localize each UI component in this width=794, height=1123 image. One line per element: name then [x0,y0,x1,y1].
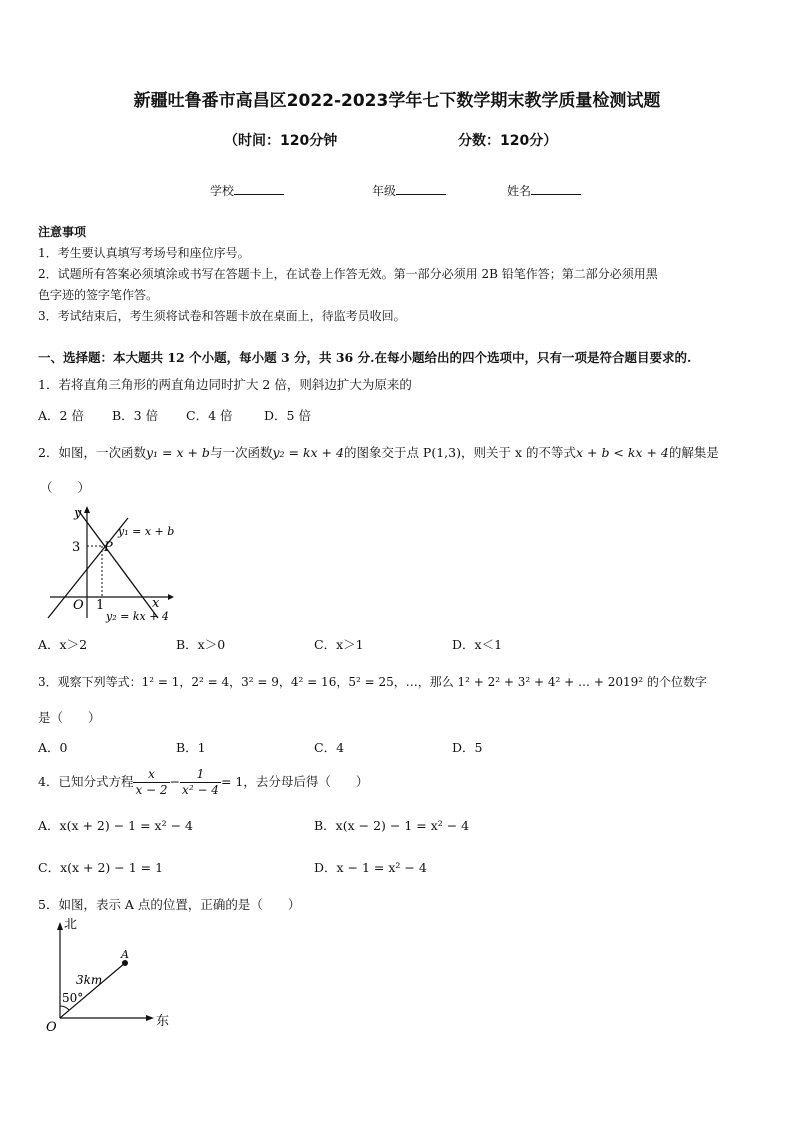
point-p-label: P [104,540,113,555]
question-3-stem-cont: 是（ ） [38,710,101,725]
line-y2-label: y₂ = kx + 4 [106,610,169,623]
q4-frac1-num: x [133,767,169,783]
q4-option-d[interactable]: D．x − 1 = x² − 4 [314,860,427,875]
q2-stem-a: 2．如图，一次函数 [38,445,146,460]
notice-heading: 注意事项 [38,225,87,239]
notice-item: 2．试题所有答案必须填涂或书写在答题卡上，在试卷上作答无效。第一部分必须用 2B 铅笔作答；第二部分必须用黑 [38,267,658,281]
question-5-stem: 5．如图，表示 A 点的位置，正确的是（ ） [38,897,301,912]
q4-frac2-num: 1 [180,767,221,783]
grade-label: 年级 [372,184,397,198]
q5-figure [40,918,180,1043]
notice-item: 色字迹的签字笔作答。 [38,288,159,302]
q4-fraction-1 [133,767,169,798]
q4-stem-a: 4．已知分式方程 [38,774,134,789]
line-y1-label: y₁ = x + b [118,525,175,538]
q2-option-d[interactable]: D．x＜1 [452,637,503,652]
origin-label: O [73,598,84,613]
angle-label: 50° [62,991,84,1005]
q2-stem-c: 的图象交于点 P(1,3)，则关于 x 的不等式 [343,445,576,460]
tick-x-label: 1 [96,598,105,613]
q2-paren: （ ） [40,480,91,495]
notice-item: 3．考试结束后，考生须将试卷和答题卡放在桌面上，待监考员收回。 [38,309,406,323]
q3-option-a[interactable]: A．0 [38,740,68,755]
q4-option-b[interactable]: B．x(x − 2) − 1 = x² − 4 [314,818,470,833]
question-1-stem: 1．若将直角三角形的两直角边同时扩大 2 倍，则斜边扩大为原来的 [38,377,412,392]
question-2-stem [38,443,719,461]
q2-stem-d: 的解集是 [668,445,719,460]
q2-option-a[interactable]: A．x＞2 [38,637,88,652]
y-axis-arrow [84,506,90,513]
point-a-label: A [121,948,129,961]
exam-time: （时间：120分钟 [224,133,338,149]
angle-arc [60,1006,69,1010]
q2-eq2: y₂ = kx + 4 [272,445,344,460]
name-label: 姓名 [507,184,532,198]
north-label: 北 [64,918,78,932]
q2-option-c[interactable]: C．x＞1 [314,637,364,652]
q2-figure [40,500,200,625]
grade-field [372,182,446,199]
q1-option-d[interactable]: D．5 倍 [264,408,311,423]
section-heading: 一、选择题：本大题共 12 个小题，每小题 3 分，共 36 分.在每小题给出的四个选项中，只有一项是符合题目要求的. [38,350,692,365]
q1-option-b[interactable]: B．3 倍 [112,408,159,423]
x-axis-label: x [152,596,160,611]
name-field [507,182,581,199]
school-field [210,182,284,199]
name-blank[interactable] [531,182,581,195]
school-blank[interactable] [234,182,284,195]
question-3-stem: 3．观察下列等式：1² = 1，2² = 4，3² = 9，4² = 16，5² = 25，…，那么 1² + 2² + 3² + 4² + … + 2019² 的个位数字 [38,675,707,689]
exam-score: 分数：120分） [458,133,558,149]
question-4-stem [38,764,368,800]
q2-option-b[interactable]: B．x＞0 [176,637,226,652]
school-label: 学校 [210,184,235,198]
line-y1 [48,518,128,618]
grade-blank[interactable] [396,182,446,195]
tick-y-label: 3 [72,540,81,555]
q4-fraction-2 [180,767,221,798]
origin-label: O [46,1020,57,1035]
east-label: 东 [156,1014,170,1029]
east-arrow [146,1015,154,1021]
q3-option-c[interactable]: C．4 [314,740,345,755]
q4-stem-b: = 1，去分母后得（ ） [220,774,369,789]
q2-eq1: y₁ = x + b [145,445,210,460]
notice-item: 1．考生要认真填写考场号和座位序号。 [38,246,250,260]
q1-option-c[interactable]: C．4 倍 [186,408,233,423]
q2-stem-b: 与一次函数 [209,445,273,460]
north-arrow [57,922,63,930]
y-axis-label: y [74,506,82,521]
page-title: 新疆吐鲁番市高昌区2022-2023学年七下数学期末教学质量检测试题 [133,91,661,111]
q1-option-a[interactable]: A．2 倍 [38,408,84,423]
q3-option-d[interactable]: D．5 [452,740,483,755]
q4-frac2-den: x² − 4 [182,783,219,797]
q4-frac1-den: x − 2 [135,783,168,797]
q3-option-b[interactable]: B．1 [176,740,206,755]
distance-label: 3km [76,973,103,987]
q4-minus: − [169,774,181,789]
x-axis-arrow [168,594,174,600]
q4-option-a[interactable]: A．x(x + 2) − 1 = x² − 4 [38,818,193,833]
q4-option-c[interactable]: C．x(x + 2) − 1 = 1 [38,860,164,875]
q2-inequality: x + b < kx + 4 [575,445,669,460]
